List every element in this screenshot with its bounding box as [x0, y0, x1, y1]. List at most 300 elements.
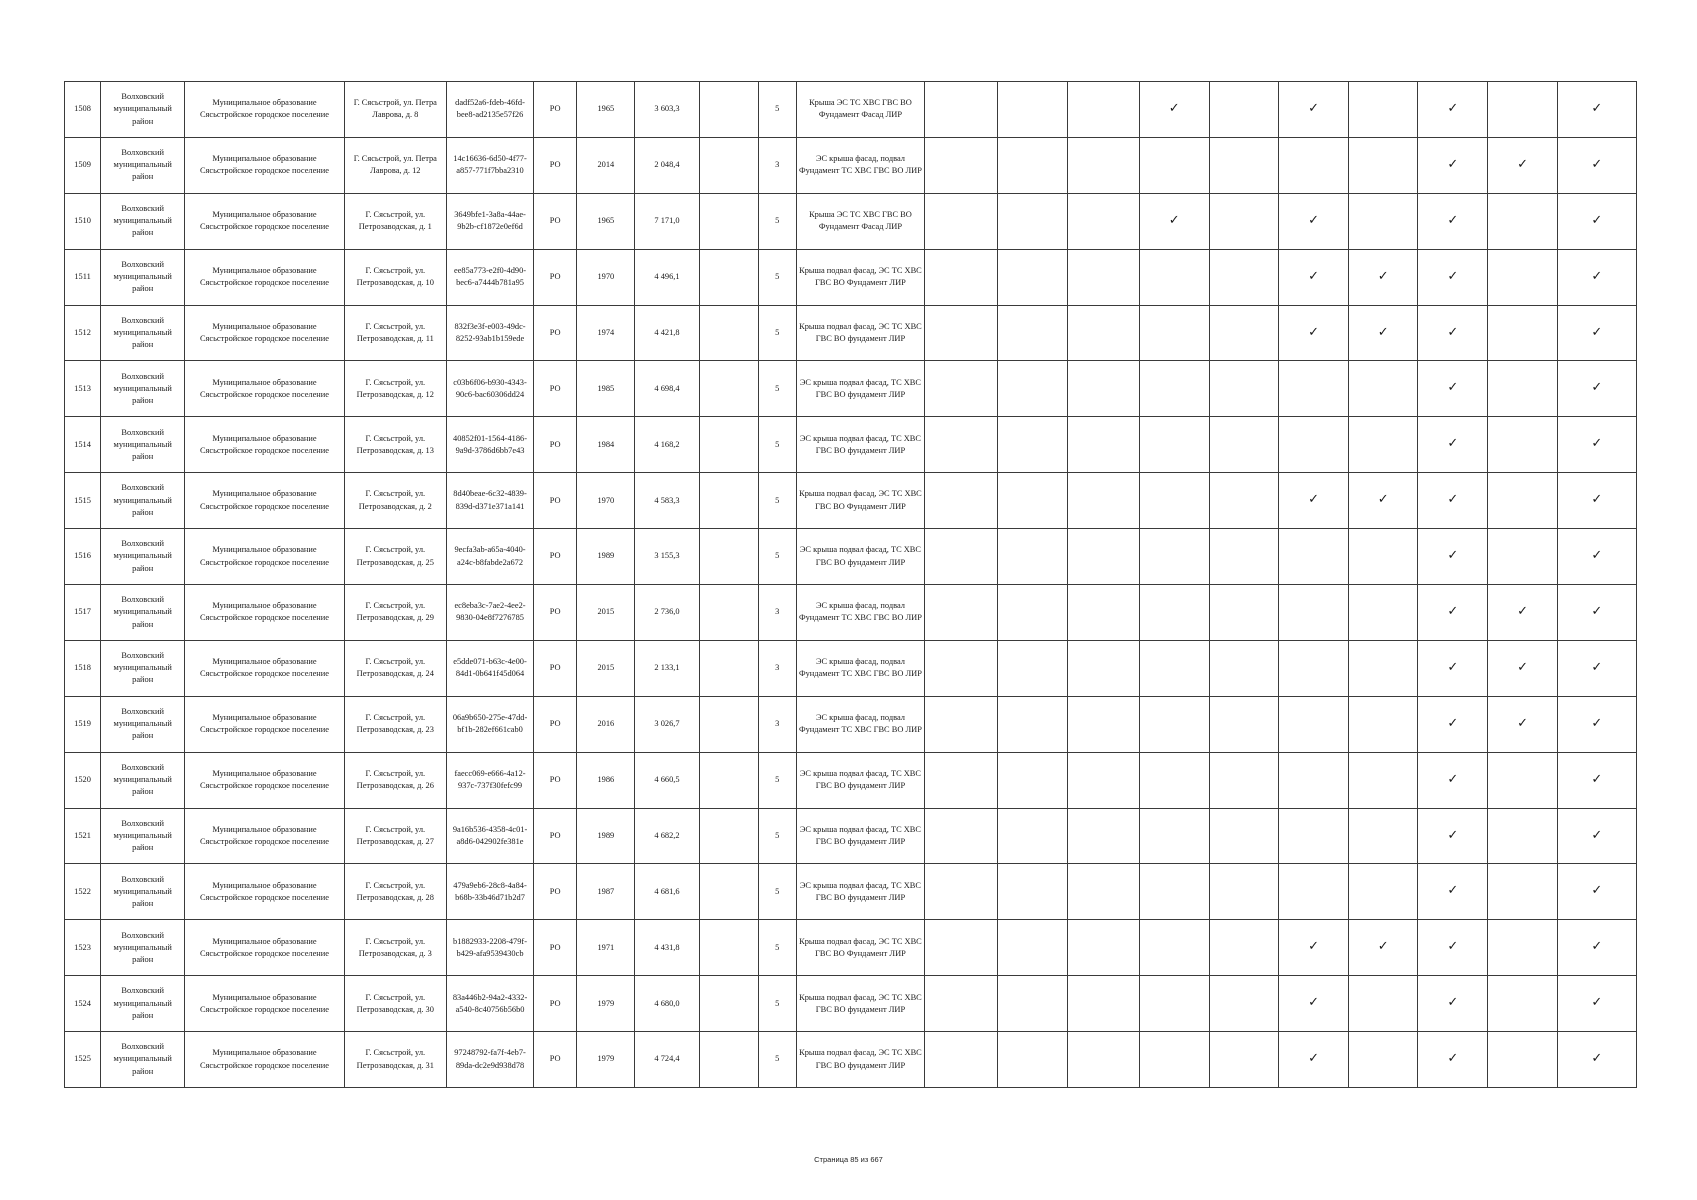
check-mark-cell: ✓ [1278, 920, 1348, 976]
check-mark-cell [1278, 529, 1348, 585]
check-mark-cell [925, 808, 998, 864]
check-mark-cell: ✓ [1557, 585, 1636, 641]
check-mark-cell [998, 473, 1068, 529]
work-types-cell: Крыша подвал фасад, ЭС ТС ХВС ГВС ВО Фундамент ЛИР [796, 920, 924, 976]
build-year-cell: 1986 [577, 752, 635, 808]
check-mark-cell: ✓ [1278, 305, 1348, 361]
check-mark-cell: ✓ [1139, 82, 1209, 138]
check-mark-cell: ✓ [1418, 249, 1488, 305]
house-guid-cell: 40852f01-1564-4186-9a9d-3786d6bb7e43 [446, 417, 533, 473]
check-mark-cell [925, 920, 998, 976]
check-mark-cell [925, 696, 998, 752]
table-row [65, 82, 1637, 138]
table-row [65, 1032, 1637, 1088]
total-area-cell: 4 680,0 [635, 976, 699, 1032]
build-year-cell: 1970 [577, 249, 635, 305]
check-mark-cell [1068, 976, 1139, 1032]
address-cell: Г. Сясьстрой, ул. Петрозаводская, д. 28 [344, 864, 446, 920]
check-mark-cell: ✓ [1418, 1032, 1488, 1088]
table-body [65, 82, 1637, 1088]
check-mark-cell [1209, 864, 1278, 920]
district-cell: Волховский муниципальный район [101, 976, 185, 1032]
check-mark-cell [998, 752, 1068, 808]
work-types-cell: ЭС крыша подвал фасад, ТС ХВС ГВС ВО фундамент ЛИР [796, 808, 924, 864]
empty-cell [699, 529, 758, 585]
floors-cell: 5 [758, 473, 796, 529]
check-mark-cell: ✓ [1557, 473, 1636, 529]
check-mark-cell [1068, 417, 1139, 473]
check-mark-cell [925, 1032, 998, 1088]
address-cell: Г. Сясьстрой, ул. Петра Лаврова, д. 8 [344, 82, 446, 138]
check-mark-cell: ✓ [1418, 920, 1488, 976]
check-mark-cell [1278, 137, 1348, 193]
check-mark-cell: ✓ [1557, 640, 1636, 696]
empty-cell [699, 585, 758, 641]
check-mark-cell: ✓ [1278, 82, 1348, 138]
municipality-cell: Муниципальное образование Сясьстройское городское поселение [185, 864, 344, 920]
work-types-cell: ЭС крыша подвал фасад, ТС ХВС ГВС ВО фундамент ЛИР [796, 361, 924, 417]
check-mark-cell [998, 808, 1068, 864]
check-mark-cell [998, 305, 1068, 361]
floors-cell: 3 [758, 137, 796, 193]
check-mark-cell [1209, 361, 1278, 417]
empty-cell [699, 696, 758, 752]
check-mark-cell [1278, 808, 1348, 864]
empty-cell [699, 473, 758, 529]
municipality-cell: Муниципальное образование Сясьстройское городское поселение [185, 752, 344, 808]
check-mark-cell [1209, 193, 1278, 249]
build-year-cell: 2015 [577, 585, 635, 641]
fund-form-cell: РО [534, 361, 577, 417]
empty-cell [699, 808, 758, 864]
total-area-cell: 4 724,4 [635, 1032, 699, 1088]
municipality-cell: Муниципальное образование Сясьстройское городское поселение [185, 417, 344, 473]
total-area-cell: 2 736,0 [635, 585, 699, 641]
floors-cell: 5 [758, 82, 796, 138]
fund-form-cell: РО [534, 417, 577, 473]
check-mark-cell: ✓ [1418, 808, 1488, 864]
check-mark-cell: ✓ [1278, 193, 1348, 249]
fund-form-cell: РО [534, 1032, 577, 1088]
total-area-cell: 7 171,0 [635, 193, 699, 249]
check-mark-cell [1139, 864, 1209, 920]
work-types-cell: Крыша подвал фасад, ЭС ТС ХВС ГВС ВО фундамент ЛИР [796, 1032, 924, 1088]
total-area-cell: 2 048,4 [635, 137, 699, 193]
address-cell: Г. Сясьстрой, ул. Петрозаводская, д. 3 [344, 920, 446, 976]
total-area-cell: 2 133,1 [635, 640, 699, 696]
district-cell: Волховский муниципальный район [101, 696, 185, 752]
district-cell: Волховский муниципальный район [101, 864, 185, 920]
check-mark-cell [925, 585, 998, 641]
table-row [65, 417, 1637, 473]
check-mark-cell: ✓ [1418, 305, 1488, 361]
check-mark-cell: ✓ [1418, 473, 1488, 529]
check-mark-cell [998, 82, 1068, 138]
build-year-cell: 2014 [577, 137, 635, 193]
check-mark-cell [1139, 417, 1209, 473]
check-mark-cell [1139, 249, 1209, 305]
work-types-cell: ЭС крыша подвал фасад, ТС ХВС ГВС ВО фундамент ЛИР [796, 864, 924, 920]
check-mark-cell [1488, 417, 1557, 473]
fund-form-cell: РО [534, 808, 577, 864]
municipality-cell: Муниципальное образование Сясьстройское городское поселение [185, 305, 344, 361]
build-year-cell: 2015 [577, 640, 635, 696]
district-cell: Волховский муниципальный район [101, 249, 185, 305]
table-row [65, 193, 1637, 249]
check-mark-cell [1278, 640, 1348, 696]
municipality-cell: Муниципальное образование Сясьстройское городское поселение [185, 529, 344, 585]
check-mark-cell [925, 640, 998, 696]
row-number-cell: 1523 [65, 920, 101, 976]
table-row [65, 361, 1637, 417]
check-mark-cell [1139, 361, 1209, 417]
work-types-cell: Крыша подвал фасад, ЭС ТС ХВС ГВС ВО фундамент ЛИР [796, 305, 924, 361]
page-number: Страница 85 из 667 [814, 1155, 883, 1164]
check-mark-cell: ✓ [1349, 249, 1418, 305]
check-mark-cell [1278, 585, 1348, 641]
check-mark-cell: ✓ [1418, 640, 1488, 696]
check-mark-cell [1349, 752, 1418, 808]
empty-cell [699, 1032, 758, 1088]
municipality-cell: Муниципальное образование Сясьстройское городское поселение [185, 1032, 344, 1088]
check-mark-cell [1068, 808, 1139, 864]
district-cell: Волховский муниципальный район [101, 193, 185, 249]
total-area-cell: 4 431,8 [635, 920, 699, 976]
check-mark-cell [998, 137, 1068, 193]
table-row [65, 640, 1637, 696]
table-row [65, 808, 1637, 864]
build-year-cell: 1979 [577, 976, 635, 1032]
check-mark-cell: ✓ [1418, 864, 1488, 920]
fund-form-cell: РО [534, 305, 577, 361]
fund-form-cell: РО [534, 752, 577, 808]
check-mark-cell [1209, 808, 1278, 864]
build-year-cell: 1965 [577, 82, 635, 138]
district-cell: Волховский муниципальный район [101, 640, 185, 696]
check-mark-cell [925, 305, 998, 361]
check-mark-cell [1139, 305, 1209, 361]
check-mark-cell [1278, 864, 1348, 920]
floors-cell: 3 [758, 585, 796, 641]
district-cell: Волховский муниципальный район [101, 752, 185, 808]
municipality-cell: Муниципальное образование Сясьстройское городское поселение [185, 82, 344, 138]
check-mark-cell [1139, 696, 1209, 752]
build-year-cell: 1965 [577, 193, 635, 249]
check-mark-cell [1139, 976, 1209, 1032]
check-mark-cell [998, 529, 1068, 585]
check-mark-cell: ✓ [1418, 417, 1488, 473]
check-mark-cell: ✓ [1418, 752, 1488, 808]
check-mark-cell [925, 361, 998, 417]
check-mark-cell [998, 361, 1068, 417]
floors-cell: 5 [758, 752, 796, 808]
check-mark-cell [925, 473, 998, 529]
check-mark-cell [1278, 417, 1348, 473]
work-types-cell: ЭС крыша фасад, подвал Фундамент ТС ХВС ГВС ВО ЛИР [796, 585, 924, 641]
floors-cell: 5 [758, 1032, 796, 1088]
check-mark-cell: ✓ [1557, 417, 1636, 473]
check-mark-cell [1139, 137, 1209, 193]
table-row [65, 752, 1637, 808]
check-mark-cell [1349, 82, 1418, 138]
address-cell: Г. Сясьстрой, ул. Петрозаводская, д. 23 [344, 696, 446, 752]
row-number-cell: 1524 [65, 976, 101, 1032]
total-area-cell: 4 496,1 [635, 249, 699, 305]
address-cell: Г. Сясьстрой, ул. Петрозаводская, д. 24 [344, 640, 446, 696]
check-mark-cell: ✓ [1418, 361, 1488, 417]
empty-cell [699, 193, 758, 249]
empty-cell [699, 976, 758, 1032]
total-area-cell: 4 681,6 [635, 864, 699, 920]
floors-cell: 5 [758, 417, 796, 473]
check-mark-cell: ✓ [1557, 305, 1636, 361]
work-types-cell: Крыша ЭС ТС ХВС ГВС ВО Фундамент Фасад ЛИР [796, 82, 924, 138]
check-mark-cell [1488, 473, 1557, 529]
check-mark-cell: ✓ [1418, 82, 1488, 138]
check-mark-cell [1068, 361, 1139, 417]
check-mark-cell [1209, 137, 1278, 193]
check-mark-cell [998, 640, 1068, 696]
check-mark-cell [1349, 193, 1418, 249]
check-mark-cell: ✓ [1557, 193, 1636, 249]
check-mark-cell [925, 976, 998, 1032]
house-guid-cell: faecc069-e666-4a12-937c-737f30fefc99 [446, 752, 533, 808]
check-mark-cell [1068, 752, 1139, 808]
check-mark-cell [1209, 976, 1278, 1032]
house-guid-cell: dadf52a6-fdeb-46fd-bee8-ad2135e57f26 [446, 82, 533, 138]
house-guid-cell: 832f3e3f-e003-49dc-8252-93ab1b159ede [446, 305, 533, 361]
floors-cell: 5 [758, 305, 796, 361]
check-mark-cell [1068, 864, 1139, 920]
district-cell: Волховский муниципальный район [101, 529, 185, 585]
municipality-cell: Муниципальное образование Сясьстройское городское поселение [185, 808, 344, 864]
check-mark-cell [1209, 249, 1278, 305]
total-area-cell: 3 155,3 [635, 529, 699, 585]
row-number-cell: 1521 [65, 808, 101, 864]
check-mark-cell [1488, 1032, 1557, 1088]
check-mark-cell: ✓ [1488, 640, 1557, 696]
check-mark-cell [1209, 417, 1278, 473]
row-number-cell: 1525 [65, 1032, 101, 1088]
table-row [65, 976, 1637, 1032]
check-mark-cell [1349, 417, 1418, 473]
check-mark-cell: ✓ [1557, 864, 1636, 920]
work-types-cell: Крыша подвал фасад, ЭС ТС ХВС ГВС ВО Фундамент ЛИР [796, 473, 924, 529]
check-mark-cell [1068, 920, 1139, 976]
build-year-cell: 1970 [577, 473, 635, 529]
address-cell: Г. Сясьстрой, ул. Петрозаводская, д. 2 [344, 473, 446, 529]
row-number-cell: 1510 [65, 193, 101, 249]
empty-cell [699, 361, 758, 417]
floors-cell: 5 [758, 193, 796, 249]
address-cell: Г. Сясьстрой, ул. Петрозаводская, д. 26 [344, 752, 446, 808]
check-mark-cell [1209, 585, 1278, 641]
check-mark-cell [925, 193, 998, 249]
check-mark-cell [998, 1032, 1068, 1088]
municipality-cell: Муниципальное образование Сясьстройское городское поселение [185, 361, 344, 417]
address-cell: Г. Сясьстрой, ул. Петрозаводская, д. 30 [344, 976, 446, 1032]
check-mark-cell [1349, 640, 1418, 696]
total-area-cell: 4 583,3 [635, 473, 699, 529]
check-mark-cell: ✓ [1557, 752, 1636, 808]
address-cell: Г. Сясьстрой, ул. Петрозаводская, д. 27 [344, 808, 446, 864]
floors-cell: 5 [758, 976, 796, 1032]
fund-form-cell: РО [534, 137, 577, 193]
check-mark-cell [925, 137, 998, 193]
municipality-cell: Муниципальное образование Сясьстройское городское поселение [185, 920, 344, 976]
check-mark-cell [1278, 696, 1348, 752]
row-number-cell: 1512 [65, 305, 101, 361]
fund-form-cell: РО [534, 696, 577, 752]
work-types-cell: ЭС крыша фасад, подвал Фундамент ТС ХВС ГВС ВО ЛИР [796, 696, 924, 752]
check-mark-cell [925, 249, 998, 305]
check-mark-cell: ✓ [1139, 193, 1209, 249]
check-mark-cell [1488, 82, 1557, 138]
check-mark-cell [925, 529, 998, 585]
build-year-cell: 1984 [577, 417, 635, 473]
fund-form-cell: РО [534, 640, 577, 696]
address-cell: Г. Сясьстрой, ул. Петрозаводская, д. 1 [344, 193, 446, 249]
check-mark-cell: ✓ [1557, 82, 1636, 138]
check-mark-cell [1488, 193, 1557, 249]
check-mark-cell [1139, 920, 1209, 976]
check-mark-cell [1349, 361, 1418, 417]
check-mark-cell [1488, 529, 1557, 585]
address-cell: Г. Сясьстрой, ул. Петрозаводская, д. 11 [344, 305, 446, 361]
empty-cell [699, 249, 758, 305]
check-mark-cell: ✓ [1488, 585, 1557, 641]
house-guid-cell: 14c16636-6d50-4f77-a857-771f7bba2310 [446, 137, 533, 193]
build-year-cell: 1987 [577, 864, 635, 920]
empty-cell [699, 640, 758, 696]
build-year-cell: 1985 [577, 361, 635, 417]
row-number-cell: 1516 [65, 529, 101, 585]
check-mark-cell [1488, 249, 1557, 305]
check-mark-cell [1488, 361, 1557, 417]
total-area-cell: 3 026,7 [635, 696, 699, 752]
fund-form-cell: РО [534, 920, 577, 976]
check-mark-cell [1139, 1032, 1209, 1088]
check-mark-cell [998, 417, 1068, 473]
house-guid-cell: 9a16b536-4358-4c01-a8d6-042902fe381e [446, 808, 533, 864]
house-guid-cell: 9ecfa3ab-a65a-4040-a24c-b8fabde2a672 [446, 529, 533, 585]
municipality-cell: Муниципальное образование Сясьстройское городское поселение [185, 640, 344, 696]
check-mark-cell [1139, 529, 1209, 585]
row-number-cell: 1514 [65, 417, 101, 473]
floors-cell: 5 [758, 808, 796, 864]
address-cell: Г. Сясьстрой, ул. Петра Лаврова, д. 12 [344, 137, 446, 193]
check-mark-cell [1349, 529, 1418, 585]
municipality-cell: Муниципальное образование Сясьстройское городское поселение [185, 696, 344, 752]
check-mark-cell: ✓ [1418, 585, 1488, 641]
check-mark-cell [1139, 473, 1209, 529]
total-area-cell: 4 421,8 [635, 305, 699, 361]
check-mark-cell [998, 864, 1068, 920]
district-cell: Волховский муниципальный район [101, 361, 185, 417]
district-cell: Волховский муниципальный район [101, 920, 185, 976]
check-mark-cell [1068, 529, 1139, 585]
district-cell: Волховский муниципальный район [101, 417, 185, 473]
work-types-cell: ЭС крыша подвал фасад, ТС ХВС ГВС ВО фундамент ЛИР [796, 529, 924, 585]
district-cell: Волховский муниципальный район [101, 585, 185, 641]
house-guid-cell: b1882933-2208-479f-b429-afa9539430cb [446, 920, 533, 976]
municipality-cell: Муниципальное образование Сясьстройское городское поселение [185, 976, 344, 1032]
empty-cell [699, 82, 758, 138]
check-mark-cell [1209, 640, 1278, 696]
check-mark-cell [998, 920, 1068, 976]
district-cell: Волховский муниципальный район [101, 82, 185, 138]
total-area-cell: 4 698,4 [635, 361, 699, 417]
check-mark-cell [1209, 752, 1278, 808]
check-mark-cell: ✓ [1557, 920, 1636, 976]
address-cell: Г. Сясьстрой, ул. Петрозаводская, д. 13 [344, 417, 446, 473]
total-area-cell: 4 168,2 [635, 417, 699, 473]
table-row [65, 473, 1637, 529]
check-mark-cell: ✓ [1557, 529, 1636, 585]
work-types-cell: ЭС крыша фасад, подвал Фундамент ТС ХВС ГВС ВО ЛИР [796, 640, 924, 696]
work-types-cell: Крыша ЭС ТС ХВС ГВС ВО Фундамент Фасад ЛИР [796, 193, 924, 249]
check-mark-cell [1209, 82, 1278, 138]
check-mark-cell [998, 696, 1068, 752]
table-row [65, 305, 1637, 361]
municipality-cell: Муниципальное образование Сясьстройское городское поселение [185, 249, 344, 305]
check-mark-cell: ✓ [1418, 696, 1488, 752]
house-guid-cell: e5dde071-b63c-4e00-84d1-0b641f45d064 [446, 640, 533, 696]
fund-form-cell: РО [534, 193, 577, 249]
row-number-cell: 1508 [65, 82, 101, 138]
table-row [65, 696, 1637, 752]
row-number-cell: 1519 [65, 696, 101, 752]
check-mark-cell [998, 249, 1068, 305]
build-year-cell: 1974 [577, 305, 635, 361]
house-guid-cell: ec8eba3c-7ae2-4ee2-9830-04e8f7276785 [446, 585, 533, 641]
build-year-cell: 1979 [577, 1032, 635, 1088]
check-mark-cell [1068, 473, 1139, 529]
floors-cell: 5 [758, 864, 796, 920]
check-mark-cell: ✓ [1557, 696, 1636, 752]
row-number-cell: 1517 [65, 585, 101, 641]
fund-form-cell: РО [534, 82, 577, 138]
check-mark-cell [1488, 920, 1557, 976]
fund-form-cell: РО [534, 249, 577, 305]
check-mark-cell [925, 752, 998, 808]
check-mark-cell [1068, 249, 1139, 305]
row-number-cell: 1522 [65, 864, 101, 920]
house-guid-cell: c03b6f06-b930-4343-90c6-bac60306dd24 [446, 361, 533, 417]
check-mark-cell: ✓ [1557, 249, 1636, 305]
build-year-cell: 1989 [577, 529, 635, 585]
check-mark-cell [1278, 361, 1348, 417]
check-mark-cell [1488, 808, 1557, 864]
check-mark-cell [1209, 696, 1278, 752]
fund-form-cell: РО [534, 473, 577, 529]
table-row [65, 137, 1637, 193]
check-mark-cell: ✓ [1488, 137, 1557, 193]
build-year-cell: 2016 [577, 696, 635, 752]
municipality-cell: Муниципальное образование Сясьстройское городское поселение [185, 473, 344, 529]
check-mark-cell [1068, 640, 1139, 696]
check-mark-cell: ✓ [1349, 305, 1418, 361]
fund-form-cell: РО [534, 976, 577, 1032]
house-guid-cell: ee85a773-e2f0-4d90-bec6-a7444b781a95 [446, 249, 533, 305]
check-mark-cell: ✓ [1418, 976, 1488, 1032]
district-cell: Волховский муниципальный район [101, 305, 185, 361]
floors-cell: 3 [758, 640, 796, 696]
house-guid-cell: 8d40beae-6c32-4839-839d-d371e371a141 [446, 473, 533, 529]
check-mark-cell [1068, 137, 1139, 193]
floors-cell: 5 [758, 249, 796, 305]
check-mark-cell [1139, 808, 1209, 864]
